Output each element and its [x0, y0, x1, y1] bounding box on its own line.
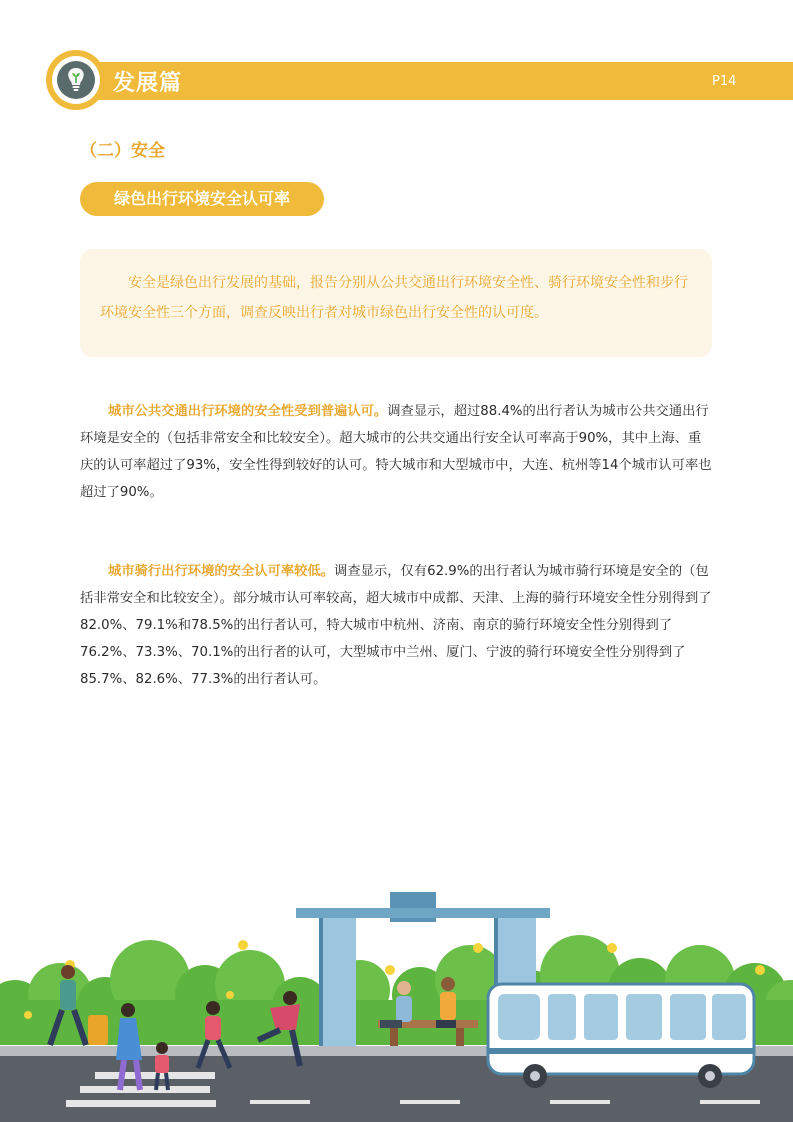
paragraph-lead: 城市骑行出行环境的安全认可率较低。 — [108, 564, 335, 579]
paragraph-transit — [80, 398, 712, 506]
section-heading: （二）安全 — [80, 141, 165, 161]
page-number: P14 — [712, 74, 737, 89]
paragraph-cycling — [80, 558, 712, 693]
paragraph-body: 调查显示，仅有62.9%的出行者认为城市骑行环境是安全的（包括非常安全和比较安全）。部分城市认可率较高，超大城市中成都、天津、上海的骑行环境安全性分别得到了82.0%、79.1%和78.5%的出行者认可，特大城市中杭州、济南、南京的骑行环境安全性分别得到了76.2%、73.3%、70.1%的出行者的认可，大型城市中兰州、厦门、宁波的骑行环境安全性分别得到了85.7%、82.6%、77.3%的出行者认可。 — [80, 564, 712, 687]
chapter-title: 发展篇 — [113, 71, 183, 96]
paragraph-lead: 城市公共交通出行环境的安全性受到普遍认可。 — [108, 404, 388, 419]
intro-text: 安全是绿色出行发展的基础，报告分别从公共交通出行环境安全性、骑行环境安全性和步行环境安全性三个方面，调查反映出行者对城市绿色出行安全性的认可度。 — [100, 275, 688, 321]
bus-stop-illustration — [0, 880, 793, 1122]
paragraph-body: 调查显示，超过88.4%的出行者认为城市公共交通出行环境是安全的（包括非常安全和比较安全）。超大城市的公共交通出行安全认可率高于90%，其中上海、重庆的认可率超过了93%，安全性得到较好的认可。特大城市和大型城市中，大连、杭州等14个城市认可率也超过了90%。 — [80, 404, 712, 500]
subsection-pill: 绿色出行环境安全认可率 — [80, 182, 324, 216]
plant-lightbulb-icon — [57, 61, 95, 99]
bus — [488, 984, 754, 1088]
header-bar — [80, 62, 793, 100]
